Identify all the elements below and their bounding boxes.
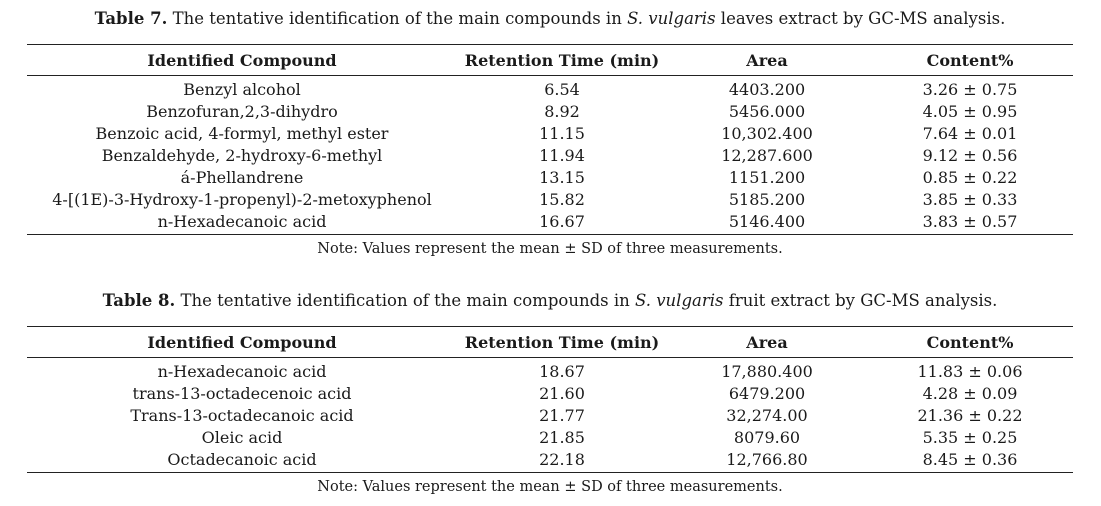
cell-compound: n-Hexadecanoic acid xyxy=(27,211,457,235)
column-header-area: Area xyxy=(667,45,867,76)
table-7-caption-suffix: leaves extract by GC-MS analysis. xyxy=(720,9,1006,28)
cell-retention-time: 11.15 xyxy=(539,124,585,143)
table-7-caption xyxy=(27,8,1073,32)
cell-area: 32,274.00 xyxy=(726,406,808,425)
cell-retention-time: 6.54 xyxy=(544,80,580,99)
column-header-retention-time: Retention Time (min) xyxy=(457,45,667,76)
table-7-caption-text: The tentative identification of the main compounds in xyxy=(172,9,622,28)
cell-retention-time: 18.67 xyxy=(539,362,585,381)
cell-retention-time: 13.15 xyxy=(539,168,585,187)
cell-content: 7.64 ± 0.01 xyxy=(922,124,1018,143)
cell-area: 10,302.400 xyxy=(721,124,813,143)
cell-content: 4.05 ± 0.95 xyxy=(922,102,1018,121)
column-header-area: Area xyxy=(667,327,867,358)
cell-content: 3.85 ± 0.33 xyxy=(922,190,1018,209)
cell-content: 9.12 ± 0.56 xyxy=(922,146,1018,165)
table-row xyxy=(27,189,1073,211)
cell-area: 5146.400 xyxy=(667,211,867,235)
cell-area: 5456.000 xyxy=(728,102,806,121)
table-row xyxy=(27,76,1073,102)
cell-compound: Oleic acid xyxy=(201,428,283,447)
cell-compound: Benzofuran,2,3-dihydro xyxy=(146,102,338,121)
cell-compound: Benzyl alcohol xyxy=(183,80,301,99)
cell-compound: Benzaldehyde, 2-hydroxy-6-methyl xyxy=(101,146,383,165)
cell-content: 5.35 ± 0.25 xyxy=(922,428,1018,447)
column-header-retention-time: Retention Time (min) xyxy=(457,327,667,358)
table-7-block xyxy=(27,8,1073,259)
column-header-compound: Identified Compound xyxy=(27,45,457,76)
table-row xyxy=(27,123,1073,145)
column-header-compound: Identified Compound xyxy=(27,327,457,358)
table-8 xyxy=(27,326,1073,473)
table-row xyxy=(27,427,1073,449)
cell-content: 21.36 ± 0.22 xyxy=(917,406,1023,425)
column-header-content: Content% xyxy=(867,327,1073,358)
table-7 xyxy=(27,44,1073,235)
cell-retention-time: 16.67 xyxy=(457,211,667,235)
table-row xyxy=(27,167,1073,189)
table-row xyxy=(27,449,1073,473)
table-8-caption-species: S. vulgaris xyxy=(635,291,724,310)
table-8-label: Table 8. xyxy=(102,291,176,310)
table-row xyxy=(27,383,1073,405)
table-8-block xyxy=(27,290,1073,497)
cell-area: 5185.200 xyxy=(728,190,806,209)
table-8-body xyxy=(27,358,1073,473)
column-header-content: Content% xyxy=(867,45,1073,76)
table-7-label: Table 7. xyxy=(94,9,168,28)
table-row xyxy=(27,405,1073,427)
table-7-note: Note: Values represent the mean ± SD of three measurements. xyxy=(317,241,783,257)
cell-compound: 4-[(1E)-3-Hydroxy-1-propenyl)-2-metoxyphenol xyxy=(52,190,432,209)
table-8-header-row xyxy=(27,327,1073,358)
cell-retention-time: 15.82 xyxy=(539,190,585,209)
cell-content: 0.85 ± 0.22 xyxy=(922,168,1018,187)
table-row xyxy=(27,211,1073,235)
cell-content: 4.28 ± 0.09 xyxy=(922,384,1018,403)
table-8-note: Note: Values represent the mean ± SD of three measurements. xyxy=(317,479,783,495)
cell-content: 11.83 ± 0.06 xyxy=(917,362,1023,381)
cell-compound: n-Hexadecanoic acid xyxy=(157,362,327,381)
cell-retention-time: 21.77 xyxy=(539,406,585,425)
cell-compound: Octadecanoic acid xyxy=(27,449,457,473)
table-8-caption-suffix: fruit extract by GC-MS analysis. xyxy=(728,291,998,310)
cell-retention-time: 21.85 xyxy=(539,428,585,447)
cell-area: 6479.200 xyxy=(728,384,806,403)
cell-retention-time: 11.94 xyxy=(539,146,585,165)
cell-retention-time: 21.60 xyxy=(539,384,585,403)
table-7-caption-species: S. vulgaris xyxy=(627,9,716,28)
cell-area: 12,766.80 xyxy=(667,449,867,473)
cell-compound: á-Phellandrene xyxy=(180,168,304,187)
table-8-caption-text: The tentative identification of the main compounds in xyxy=(180,291,630,310)
cell-content: 3.83 ± 0.57 xyxy=(867,211,1073,235)
cell-compound: trans-13-octadecenoic acid xyxy=(132,384,352,403)
cell-retention-time: 22.18 xyxy=(457,449,667,473)
cell-retention-time: 8.92 xyxy=(544,102,580,121)
cell-area: 12,287.600 xyxy=(721,146,813,165)
cell-content: 3.26 ± 0.75 xyxy=(922,80,1018,99)
table-row xyxy=(27,358,1073,384)
table-row xyxy=(27,145,1073,167)
table-8-caption xyxy=(27,290,1073,314)
cell-content: 8.45 ± 0.36 xyxy=(867,449,1073,473)
cell-area: 1151.200 xyxy=(728,168,806,187)
table-7-header-row xyxy=(27,45,1073,76)
table-7-body xyxy=(27,76,1073,235)
cell-compound: Benzoic acid, 4-formyl, methyl ester xyxy=(95,124,389,143)
cell-area: 8079.60 xyxy=(733,428,801,447)
cell-area: 17,880.400 xyxy=(721,362,813,381)
table-row xyxy=(27,101,1073,123)
cell-area: 4403.200 xyxy=(728,80,806,99)
cell-compound: Trans-13-octadecanoic acid xyxy=(130,406,354,425)
